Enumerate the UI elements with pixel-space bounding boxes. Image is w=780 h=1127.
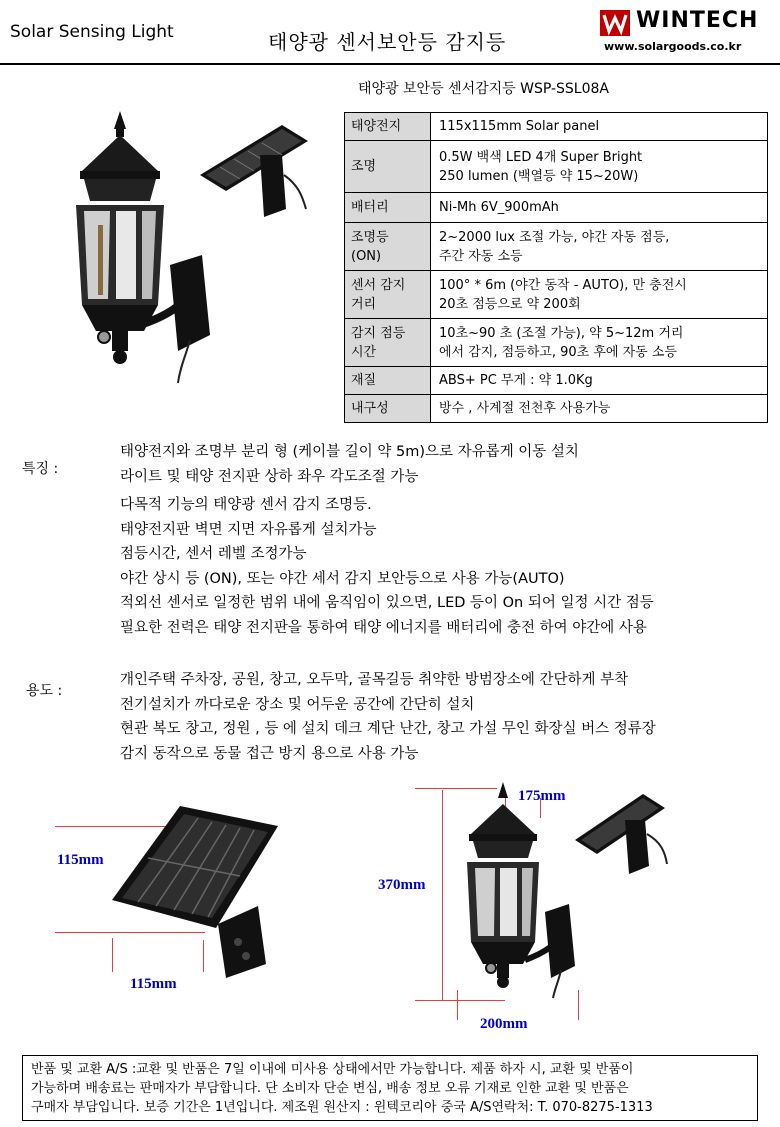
feature-item: 태양전지와 조명부 분리 형 (케이블 길이 약 5m)으로 자유롭게 이동 설치 [120, 444, 579, 460]
feature-item: 라이트 및 태양 전지판 상하 좌우 각도조절 가능 [120, 468, 419, 485]
spec-value: 100° * 6m (야간 동작 - AUTO), 만 충전시 20초 점등으로 약 200회 [431, 271, 768, 319]
lamp-top-label: 175mm [518, 788, 566, 804]
spec-key: 조명등 (ON) [345, 223, 431, 271]
header-left-label: Solar Sensing Light [10, 22, 174, 42]
feature-item: 야간 상시 등 (ON), 또는 야간 세서 감지 보안등으로 사용 가능(AUTO) [120, 570, 565, 587]
product-photo [40, 105, 340, 385]
spec-value: 방수 , 사계절 전천후 사용가능 [431, 395, 768, 423]
footer-line: 가능하며 배송료는 판매자가 부담합니다. 단 소비자 단순 변심, 배송 정보 오류 기재로 인한 교환 및 반품은 [31, 1081, 629, 1096]
usage-item: 전기설치가 까다로운 장소 및 어두운 공간에 간단히 설치 [120, 696, 475, 713]
features-list [120, 440, 654, 640]
spec-row [345, 113, 768, 141]
panel-height-label: 115mm [57, 852, 104, 868]
spec-value: 10초~90 초 (조절 가능), 약 5~12m 거리 에서 감지, 점등하고, 90초 후에 자동 소등 [431, 319, 768, 367]
features-label: 특징 : [22, 461, 59, 477]
feature-item: 다목적 기능의 태양광 센서 감지 조명등. [120, 497, 372, 513]
brand-website: www.solargoods.co.kr [604, 40, 742, 53]
spec-table [344, 112, 768, 423]
spec-value: 2~2000 lux 조절 가능, 야간 자동 점등, 주간 자동 소등 [431, 223, 768, 271]
feature-item: 점등시간, 센서 레벨 조정가능 [120, 546, 307, 562]
panel-width-label: 115mm [130, 976, 177, 992]
feature-item: 태양전지판 벽면 지면 자유롭게 설치가능 [120, 521, 377, 538]
spec-key: 태양전지 [345, 113, 431, 141]
lamp-width-label: 200mm [480, 1016, 528, 1032]
page-title: 태양광 센서보안등 감지등 [268, 30, 507, 54]
spec-value: ABS+ PC 무게 : 약 1.0Kg [431, 367, 768, 395]
footer-line: 반품 및 교환 A/S :교환 및 반품은 7일 이내에 미사용 상태에서만 가능합니다. 제품 하자 시, 교환 및 반품이 [31, 1062, 634, 1077]
dim-line [415, 1000, 505, 1001]
usage-item: 개인주택 주차장, 공원, 창고, 오두막, 골목길등 취약한 방범장소에 간단하게 부착 [120, 672, 629, 688]
usage-item: 현관 복도 창고, 정원 , 등 에 설치 데크 계단 난간, 창고 가설 무인 화장실 버스 정류장 [120, 721, 656, 737]
model-title: 태양광 보안등 센서감지등 WSP-SSL08A [358, 81, 609, 97]
header-divider [0, 63, 780, 65]
spec-key: 센서 감지 거리 [345, 271, 431, 319]
feature-item: 적외선 센서로 일정한 범위 내에 움직임이 있으면, LED 등이 On 되어 일정 시간 점등 [120, 595, 654, 611]
brand-name: WINTECH [636, 8, 759, 33]
spec-value: 0.5W 백색 LED 4개 Super Bright 250 lumen (백열등 약 15~20W) [431, 141, 768, 193]
spec-row [345, 271, 768, 319]
feature-item: 필요한 전력은 태양 전지판을 통하여 태양 에너지를 배터리에 충전 하여 야간에 사용 [120, 619, 647, 636]
usage-item: 감지 동작으로 동물 접근 방지 용으로 사용 가능 [120, 745, 419, 762]
spec-row [345, 395, 768, 423]
spec-key: 재질 [345, 367, 431, 395]
spec-row [345, 319, 768, 367]
spec-row [345, 367, 768, 395]
lamp-height-label: 370mm [378, 877, 426, 893]
usage-label: 용도 : [26, 683, 63, 699]
footer-line: 구매자 부담입니다. 보증 기간은 1년입니다. 제조원 원산지 : 윈텍코리아 중국 A/S연락처: T. 070-8275-1313 [31, 1100, 653, 1115]
lamp-dimension-photo [455, 780, 695, 1000]
spec-key: 조명 [345, 141, 431, 193]
solar-panel-photo [108, 806, 283, 981]
return-policy-notice [22, 1055, 758, 1121]
brand-logo [598, 8, 768, 58]
spec-key: 배터리 [345, 193, 431, 223]
spec-row [345, 141, 768, 193]
spec-row [345, 193, 768, 223]
spec-key: 감지 점등 시간 [345, 319, 431, 367]
spec-key: 내구성 [345, 395, 431, 423]
brand-mark-icon [600, 10, 630, 36]
usage-list [120, 668, 656, 766]
dim-line [442, 790, 443, 1000]
spec-value: Ni-Mh 6V_900mAh [431, 193, 768, 223]
spec-row [345, 223, 768, 271]
spec-value: 115x115mm Solar panel [431, 113, 768, 141]
